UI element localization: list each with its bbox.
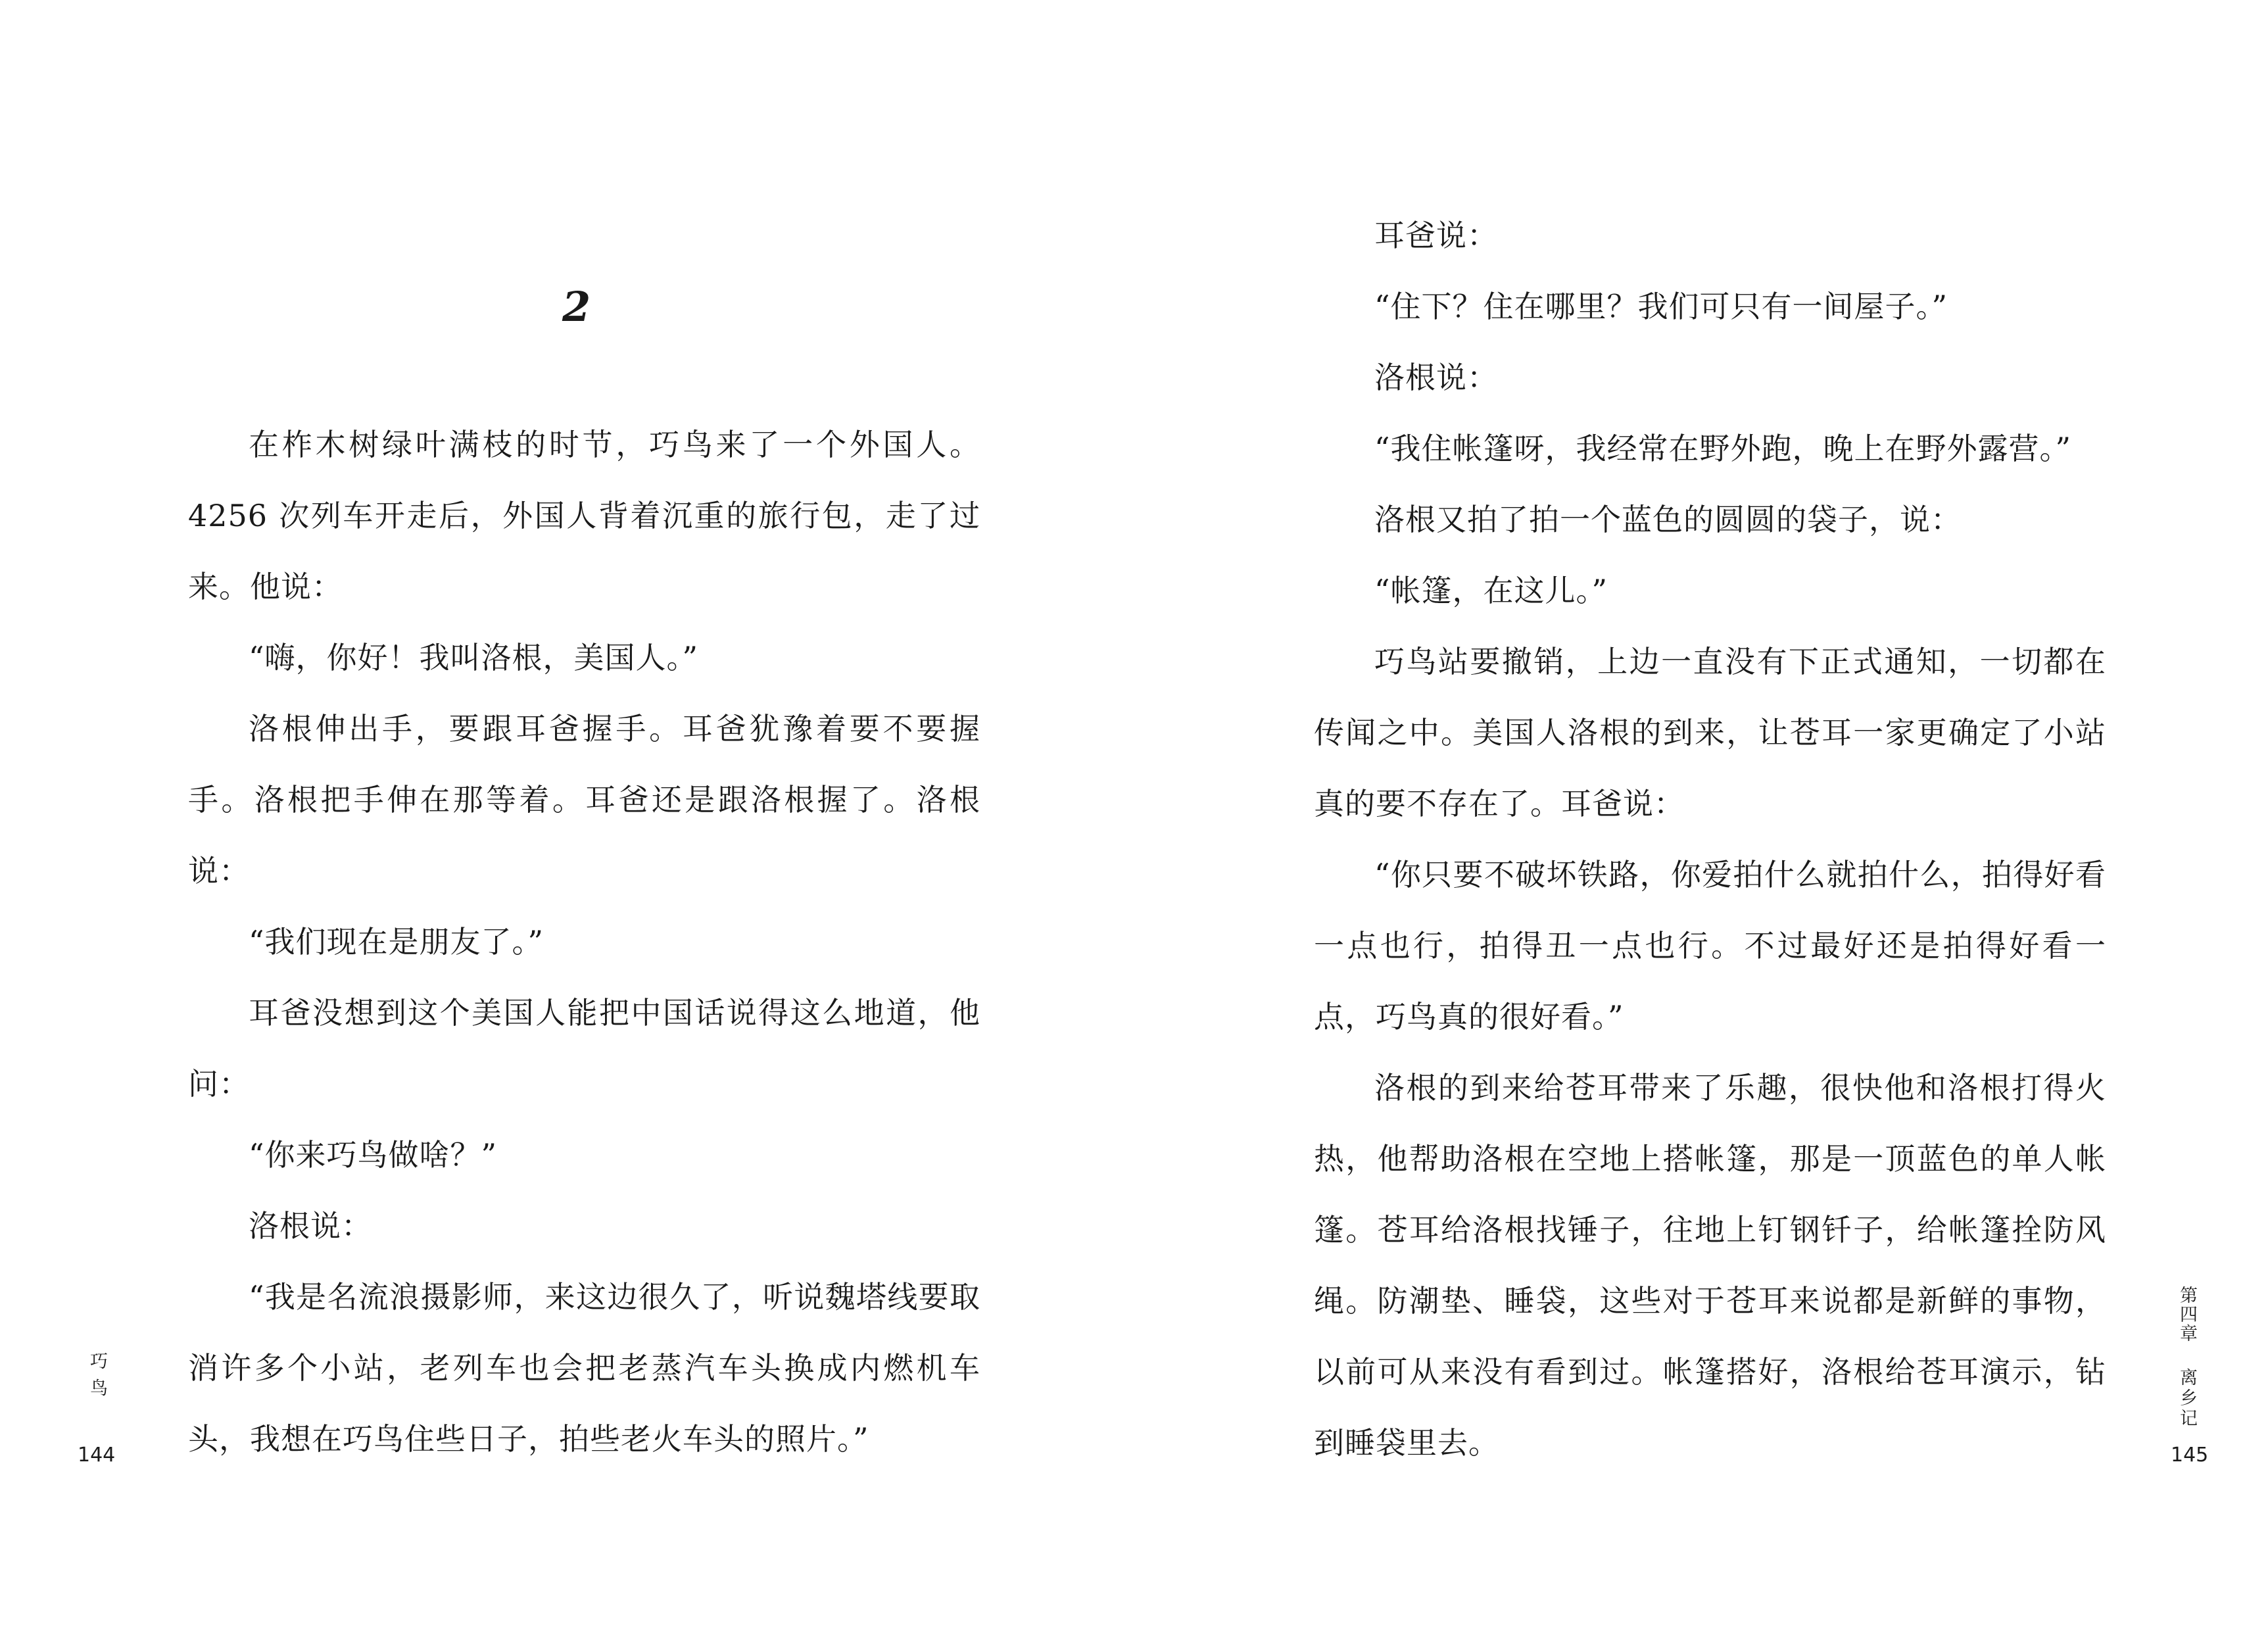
paragraph: 在柞木树绿叶满枝的时节，巧鸟来了一个外国人。4256 次列车开走后，外国人背着沉重的旅行包，走了过来。他说： — [188, 427, 980, 604]
paragraph: 洛根的到来给苍耳带来了乐趣，很快他和洛根打得火热，他帮助洛根在空地上搭帐篷，那是一顶蓝色的单人帐篷。苍耳给洛根找锤子，往地上钉钢钎子，给帐篷拴防风绳。防潮垫、睡袋，这些对于苍耳来说都是新鲜的事物，以前可从来没有看到过。帐篷搭好，洛根给苍耳演示，钻到睡袋里去。 — [1314, 1070, 2106, 1461]
right-body-text — [1314, 200, 2106, 1478]
paragraph: “住下？住在哪里？我们可只有一间屋子。” — [1374, 289, 1948, 324]
paragraph: 洛根说： — [1374, 360, 1498, 395]
paragraph: 巧鸟站要撤销，上边一直没有下正式通知，一切都在传闻之中。美国人洛根的到来，让苍耳一家更确定了小站真的要不存在了。耳爸说： — [1314, 644, 2106, 821]
paragraph: 洛根伸出手，要跟耳爸握手。耳爸犹豫着要不要握手。洛根把手伸在那等着。耳爸还是跟洛根握了。洛根说： — [188, 711, 980, 889]
chapter-name: 离乡记 — [2177, 1368, 2197, 1429]
right-page — [1134, 0, 2268, 1631]
paragraph: “我们现在是朋友了。” — [249, 924, 544, 960]
paragraph: “你来巧鸟做啥？” — [249, 1137, 498, 1173]
paragraph: 耳爸说： — [1374, 218, 1498, 253]
page-number: 144 — [78, 1444, 116, 1467]
paragraph: “你只要不破坏铁路，你爱拍什么就拍什么，拍得好看一点也行，拍得丑一点也行。不过最好还是拍得好看一点，巧鸟真的很好看。” — [1314, 857, 2106, 1035]
paragraph: “我是名流浪摄影师，来这边很久了，听说魏塔线要取消许多个小站，老列车也会把老蒸汽车头换成内燃机车头，我想在巧鸟住些日子，拍些老火车头的照片。” — [188, 1279, 980, 1457]
chapter-label: 第四章 — [2177, 1286, 2197, 1343]
section-number: 2 — [562, 283, 591, 331]
left-body-text — [188, 409, 980, 1474]
page-number: 145 — [2171, 1444, 2209, 1467]
paragraph: 洛根又拍了拍一个蓝色的圆圆的袋子，说： — [1374, 502, 1962, 537]
paragraph: “我住帐篷呀，我经常在野外跑，晚上在野外露营。” — [1374, 431, 2072, 466]
paragraph: 耳爸没想到这个美国人能把中国话说得这么地道，他问： — [188, 995, 980, 1102]
paragraph: “帐篷，在这儿。” — [1374, 573, 1608, 608]
paragraph: “嗨，你好！我叫洛根，美国人。” — [249, 640, 699, 675]
running-title: 巧鸟 — [87, 1351, 107, 1405]
paragraph: 洛根说： — [249, 1208, 372, 1244]
